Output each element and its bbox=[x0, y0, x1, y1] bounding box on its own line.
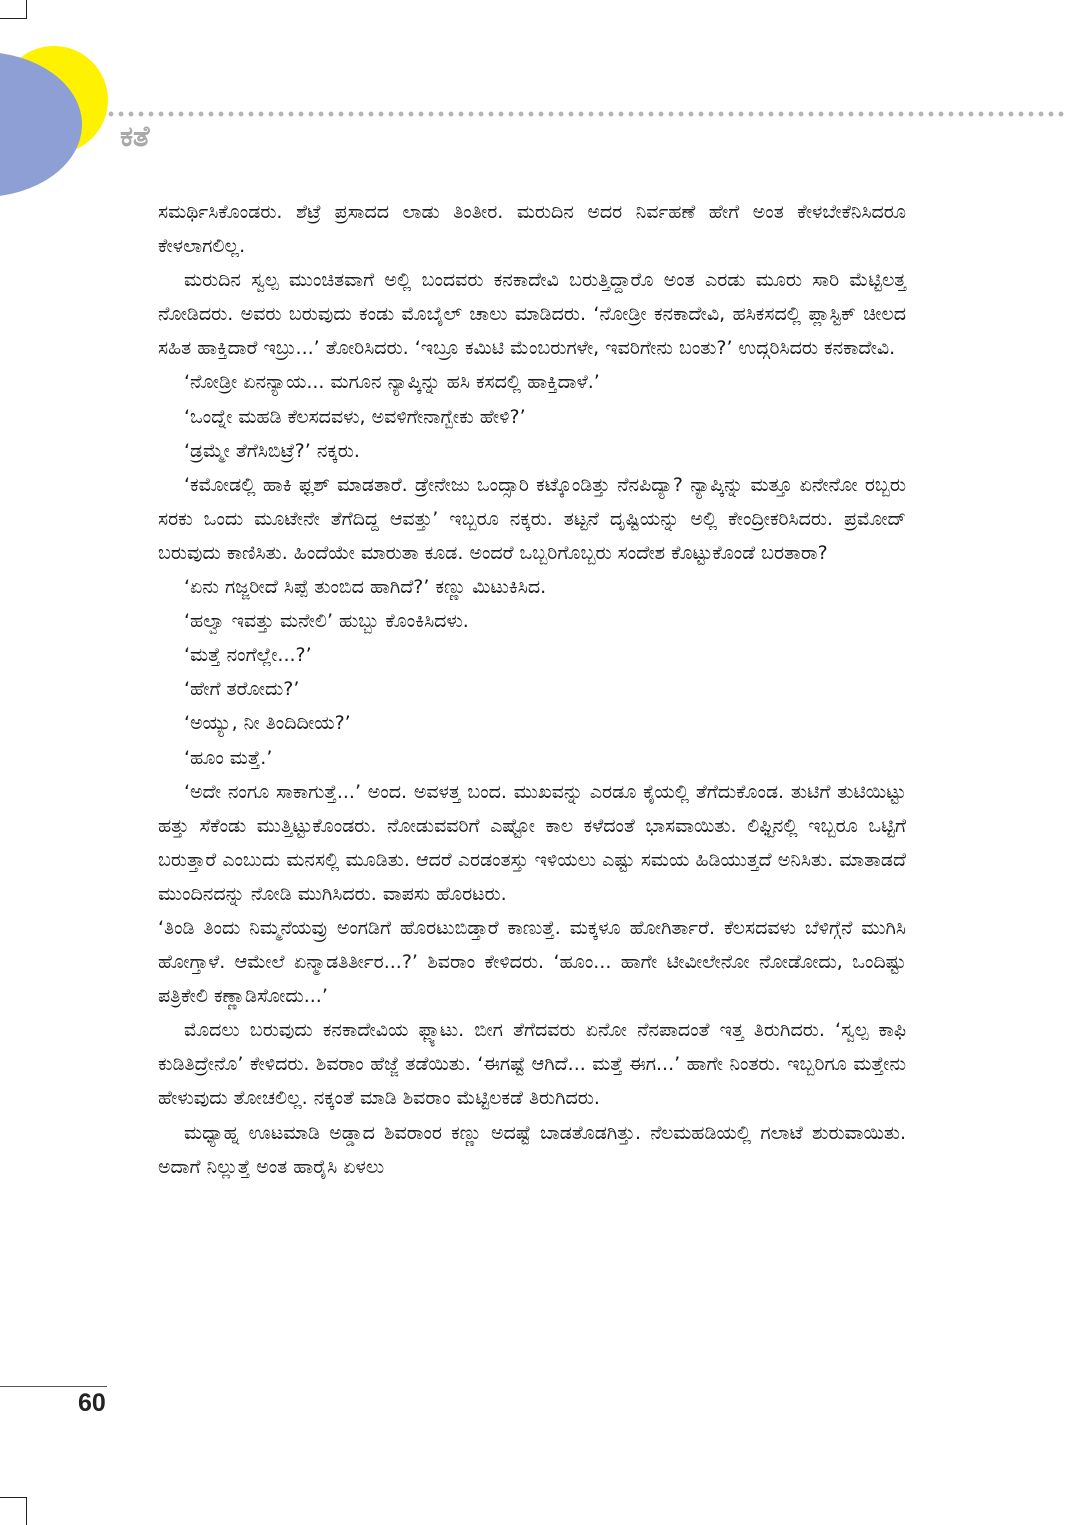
paragraph: ‘ನೋಡ್ರೀ ಏನನ್ಯಾಯ... ಮಗೂನ ನ್ಯಾಪ್ಕಿನ್ನು ಹಸಿ ಕಸದಲ್ಲಿ ಹಾಕ್ತಿದಾಳೆ.’ bbox=[184, 371, 600, 394]
paragraph: ‘ತಿಂಡಿ ತಿಂದು ನಿಮ್ಮನೆಯವ್ರು ಅಂಗಡಿಗೆ ಹೊರಟುಬಿಡ್ತಾರೆ ಕಾಣುತ್ತೆ. ಮಕ್ಕಳೂ ಹೋಗಿರ್ತಾರೆ. ಕೆಲಸದವಳು ಬೆಳಿಗ್ಗೆನೆ ಮುಗಿಸಿ ಹೋಗ್ತಾಳೆ. ಆಮೇಲೆ ಏನ್ಮಾಡತಿರ್ತೀರ...?’ ಶಿವರಾಂ ಕೇಳಿದರು. ‘ಹೂಂ... ಹಾಗೇ ಟೀವೀಲೇನೋ ನೋಡೋದು, ಒಂದಿಷ್ಟು ಪತ್ರಿಕೇಲಿ ಕಣ್ಣಾಡಿಸೋದು...’ bbox=[158, 916, 906, 1008]
crop-mark-top-v bbox=[26, 0, 27, 19]
paragraph: ‘ಏನು ಗಜ್ಜರೀದೆ ಸಿಪ್ಪೆ ತುಂಬಿದ ಹಾಗಿದೆ?’ ಕಣ್ಣು ಮಿಟುಕಿಸಿದ. bbox=[184, 576, 547, 599]
story-body bbox=[158, 195, 906, 1184]
crop-mark-bottom-v bbox=[26, 1497, 27, 1525]
paragraph: ಮಧ್ಯಾಹ್ನ ಊಟಮಾಡಿ ಅಡ್ಡಾದ ಶಿವರಾಂರ ಕಣ್ಣು ಅದಷ್ಟೆ ಬಾಡತೊಡಗಿತ್ತು. ನೆಲಮಹಡಿಯಲ್ಲಿ ಗಲಾಟೆ ಶುರುವಾಯಿತು. ಅದಾಗೆ ನಿಲ್ಲುತ್ತೆ ಅಂತ ಹಾರೈಸಿ ಏಳಲು bbox=[158, 1121, 906, 1178]
paragraph: ಸಮರ್ಥಿಸಿಕೊಂಡರು. ಶೆಟ್ರೆ ಪ್ರಸಾದದ ಲಾಡು ತಿಂತೀರ. ಮರುದಿನ ಅದರ ನಿರ್ವಹಣೆ ಹೇಗೆ ಅಂತ ಕೇಳಬೇಕೆನಿಸಿದರೂ ಕೇಳಲಾಗಲಿಲ್ಲ. bbox=[158, 201, 906, 258]
crop-mark-top-h bbox=[0, 18, 26, 19]
paragraph: ‘ಹಲ್ವಾ ಇವತ್ತು ಮನೇಲಿ’ ಹುಬ್ಬು ಕೊಂಕಿಸಿದಳು. bbox=[184, 610, 469, 633]
dotted-header-rule bbox=[106, 111, 1068, 117]
paragraph: ಮೊದಲು ಬರುವುದು ಕನಕಾದೇವಿಯ ಫ್ಲ್ಯಾಟು. ಬೀಗ ತೆಗೆದವರು ಏನೋ ನೆನಪಾದಂತೆ ಇತ್ತ ತಿರುಗಿದರು. ‘ಸ್ವಲ್ಪ ಕಾಫಿ ಕುಡಿತಿದ್ರೇನೊ’ ಕೇಳಿದರು. ಶಿವರಾಂ ಹೆಜ್ಜೆ ತಡೆಯಿತು. ‘ಈಗಷ್ಟೆ ಆಗಿದೆ... ಮತ್ತೆ ಈಗ...’ ಹಾಗೇ ನಿಂತರು. ಇಬ್ಬರಿಗೂ ಮತ್ತೇನು ಹೇಳುವುದು ತೋಚಲಿಲ್ಲ. ನಕ್ಕಂತೆ ಮಾಡಿ ಶಿವರಾಂ ಮೆಟ್ಟಿಲಕಡೆ ತಿರುಗಿದರು. bbox=[158, 1019, 906, 1110]
paragraph: ಮರುದಿನ ಸ್ವಲ್ಪ ಮುಂಚಿತವಾಗೆ ಅಲ್ಲಿ ಬಂದವರು ಕನಕಾದೇವಿ ಬರುತ್ತಿದ್ದಾರೊ ಅಂತ ಎರಡು ಮೂರು ಸಾರಿ ಮೆಟ್ಟಿಲತ್ತ ನೋಡಿದರು. ಅವರು ಬರುವುದು ಕಂಡು ಮೊಬೈಲ್ ಚಾಲು ಮಾಡಿದರು. ‘ನೋಡ್ರೀ ಕನಕಾದೇವಿ, ಹಸಿಕಸದಲ್ಲಿ ಪ್ಲಾಸ್ಟಿಕ್ ಚೀಲದ ಸಹಿತ ಹಾಕ್ತಿದಾರೆ ಇಬ್ರು...’ ತೋರಿಸಿದರು. ‘ಇಬ್ರೂ ಕಮಿಟಿ ಮೆಂಬರುಗಳೇ, ಇವರಿಗೇನು ಬಂತು?’ ಉದ್ಗರಿಸಿದರು ಕನಕಾದೇವಿ. bbox=[158, 269, 906, 360]
paragraph: ‘ಕಮೋಡಲ್ಲಿ ಹಾಕಿ ಫ್ಲಶ್ ಮಾಡತಾರೆ. ಡ್ರೇನೇಜು ಒಂದ್ಸಾರಿ ಕಟ್ಕೊಂಡಿತ್ತು ನೆನಪಿದ್ಯಾ? ನ್ಯಾಪ್ಕಿನ್ನು ಮತ್ತೂ ಏನೇನೋ ರಬ್ಬರು ಸರಕು ಒಂದು ಮೂಟೇನೇ ತೆಗೆದಿದ್ದ ಆವತ್ತು’ ಇಬ್ಬರೂ ನಕ್ಕರು. ತಟ್ಟನೆ ದೃಷ್ಟಿಯನ್ನು ಅಲ್ಲಿ ಕೇಂದ್ರೀಕರಿಸಿದರು. ಪ್ರಮೋದ್ ಬರುವುದು ಕಾಣಿಸಿತು. ಹಿಂದೆಯೇ ಮಾರುತಾ ಕೂಡ. ಅಂದರೆ ಒಬ್ಬರಿಗೊಬ್ಬರು ಸಂದೇಶ ಕೊಟ್ಟುಕೊಂಡೆ ಬರತಾರಾ? bbox=[158, 473, 906, 564]
paragraph: ‘ಹೇಗೆ ತರೋದು?’ bbox=[184, 678, 300, 701]
paragraph: ‘ಒಂದ್ನೇ ಮಹಡಿ ಕೆಲಸದವಳು, ಅವಳಿಗೇನಾಗ್ಬೇಕು ಹೇಳಿ?’ bbox=[184, 405, 526, 428]
paragraph: ‘ಮತ್ತೆ ನಂಗೆಲ್ಲೇ...?’ bbox=[184, 644, 312, 667]
section-label: ಕತೆ bbox=[120, 119, 150, 153]
paragraph: ‘ಹೂಂ ಮತ್ತೆ.’ bbox=[184, 746, 273, 769]
page-number: 60 bbox=[78, 1389, 106, 1417]
paragraph: ‘ಅದೇ ನಂಗೂ ಸಾಕಾಗುತ್ತೆ...’ ಅಂದ. ಅವಳತ್ತ ಬಂದ. ಮುಖವನ್ನು ಎರಡೂ ಕೈಯಲ್ಲಿ ತೆಗೆದುಕೊಂಡ. ತುಟಿಗೆ ತುಟಿಯಿಟ್ಟು ಹತ್ತು ಸೆಕೆಂಡು ಮುತ್ತಿಟ್ಟುಕೊಂಡರು. ನೋಡುವವರಿಗೆ ಎಷ್ಟೋ ಕಾಲ ಕಳೆದಂತೆ ಭಾಸವಾಯಿತು. ಲಿಫ್ಟಿನಲ್ಲಿ ಇಬ್ಬರೂ ಒಟ್ಟಿಗೆ ಬರುತ್ತಾರೆ ಎಂಬುದು ಮನಸಲ್ಲಿ ಮೂಡಿತು. ಆದರೆ ಎರಡಂತಸ್ತು ಇಳಿಯಲು ಎಷ್ಟು ಸಮಯ ಹಿಡಿಯುತ್ತದೆ ಅನಿಸಿತು. ಮಾತಾಡದೆ ಮುಂದಿನದನ್ನು ನೋಡಿ ಮುಗಿಸಿದರು. ವಾಪಸು ಹೊರಟರು. bbox=[158, 780, 906, 905]
paragraph: ‘ಡ್ರಮ್ಮೇ ತೆಗೆಸಿಬಿಟ್ರೆ?’ ನಕ್ಕರು. bbox=[184, 439, 360, 462]
paragraph: ‘ಅಯ್ಯು, ನೀ ತಿಂದಿದೀಯ?’ bbox=[184, 712, 351, 735]
crop-mark-bottom-h bbox=[0, 1497, 26, 1498]
